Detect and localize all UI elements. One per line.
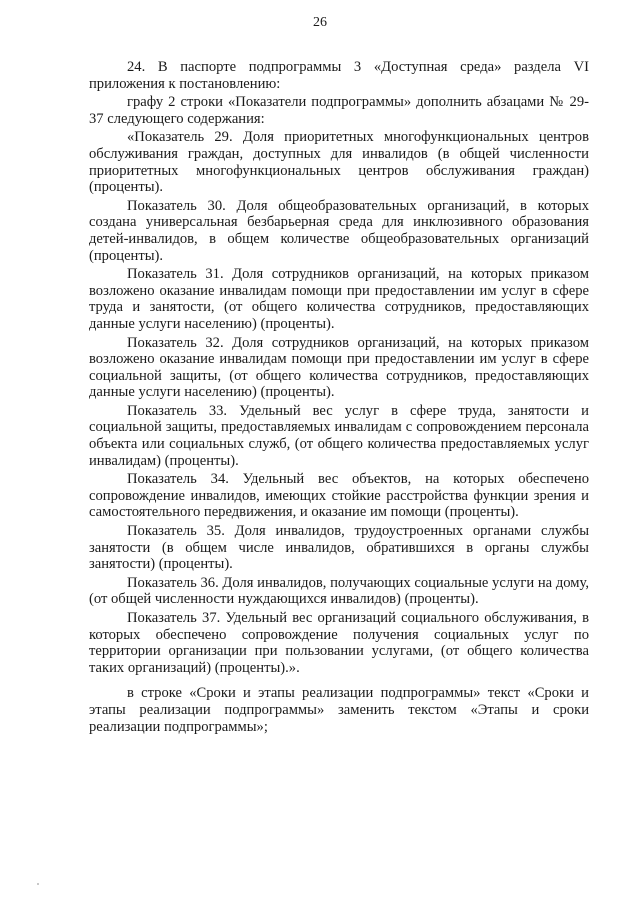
page-number: 26: [313, 15, 327, 30]
paragraph-indicator-33: Показатель 33. Удельный вес услуг в сфере труда, занятости и социальной защиты, предоставляемых инвалидам с сопровождением персонала объекта или социальных служб, (от общего количества предоставляемых услуг инвалидам) (проценты).: [89, 402, 589, 469]
paragraph-indicator-34: Показатель 34. Удельный вес объектов, на которых обеспечено сопровождение инвалидов, имеющих стойкие расстройства функции зрения и самостоятельного передвижения, и оказание им помощи (проценты).: [89, 471, 589, 521]
paragraph-indicator-32: Показатель 32. Доля сотрудников организаций, на которых приказом возложено оказание инвалидам помощи при предоставлении им услуг в сфере социальной защиты, (от общего количества сотрудников, предоставляющих данные услуги населению) (проценты).: [89, 334, 589, 401]
paragraph-item-24: 24. В паспорте подпрограммы 3 «Доступная среда» раздела VI приложения к постановлению:: [89, 59, 589, 92]
paragraph-indicator-35: Показатель 35. Доля инвалидов, трудоустроенных органами службы занятости (в общем числе инвалидов, обратившихся в органы службы занятости) (проценты).: [89, 523, 589, 573]
paragraph-indicator-36: Показатель 36. Доля инвалидов, получающих социальные услуги на дому, (от общей численности нуждающихся инвалидов) (проценты).: [89, 574, 589, 608]
paragraph-indicator-31: Показатель 31. Доля сотрудников организаций, на которых приказом возложено оказание инвалидам помощи при предоставлении им услуг в сфере труда и занятости, (от общего количества сотрудников, предоставляющих данные услуги населению) (проценты).: [89, 266, 589, 332]
paragraph-indicator-30: Показатель 30. Доля общеобразовательных организаций, в которых создана универсальная безбарьерная среда для инклюзивного образования детей-инвалидов, в общем количестве общеобразовательных организаций (проценты).: [89, 197, 589, 264]
paragraph-terms-and-stages: в строке «Сроки и этапы реализации подпрограммы» текст «Сроки и этапы реализации подпрограммы» заменить текстом «Этапы и сроки реализации подпрограммы»;: [89, 685, 589, 735]
scan-speck: [37, 883, 39, 885]
paragraph-indicator-29: «Показатель 29. Доля приоритетных многофункциональных центров обслуживания граждан, доступных для инвалидов (в общей численности приоритетных многофункциональных центров обслуживания граждан) (проценты).: [89, 129, 589, 196]
paragraph-column-2-amendment: графу 2 строки «Показатели подпрограммы» дополнить абзацами № 29-37 следующего содержания:: [89, 94, 589, 127]
document-body: [89, 59, 589, 735]
paragraph-indicator-37: Показатель 37. Удельный вес организаций социального обслуживания, в которых обеспечено сопровождение получения социальных услуг по территории организации при пользовании услугами, (от общего количества таких организаций) (проценты).».: [89, 610, 589, 676]
